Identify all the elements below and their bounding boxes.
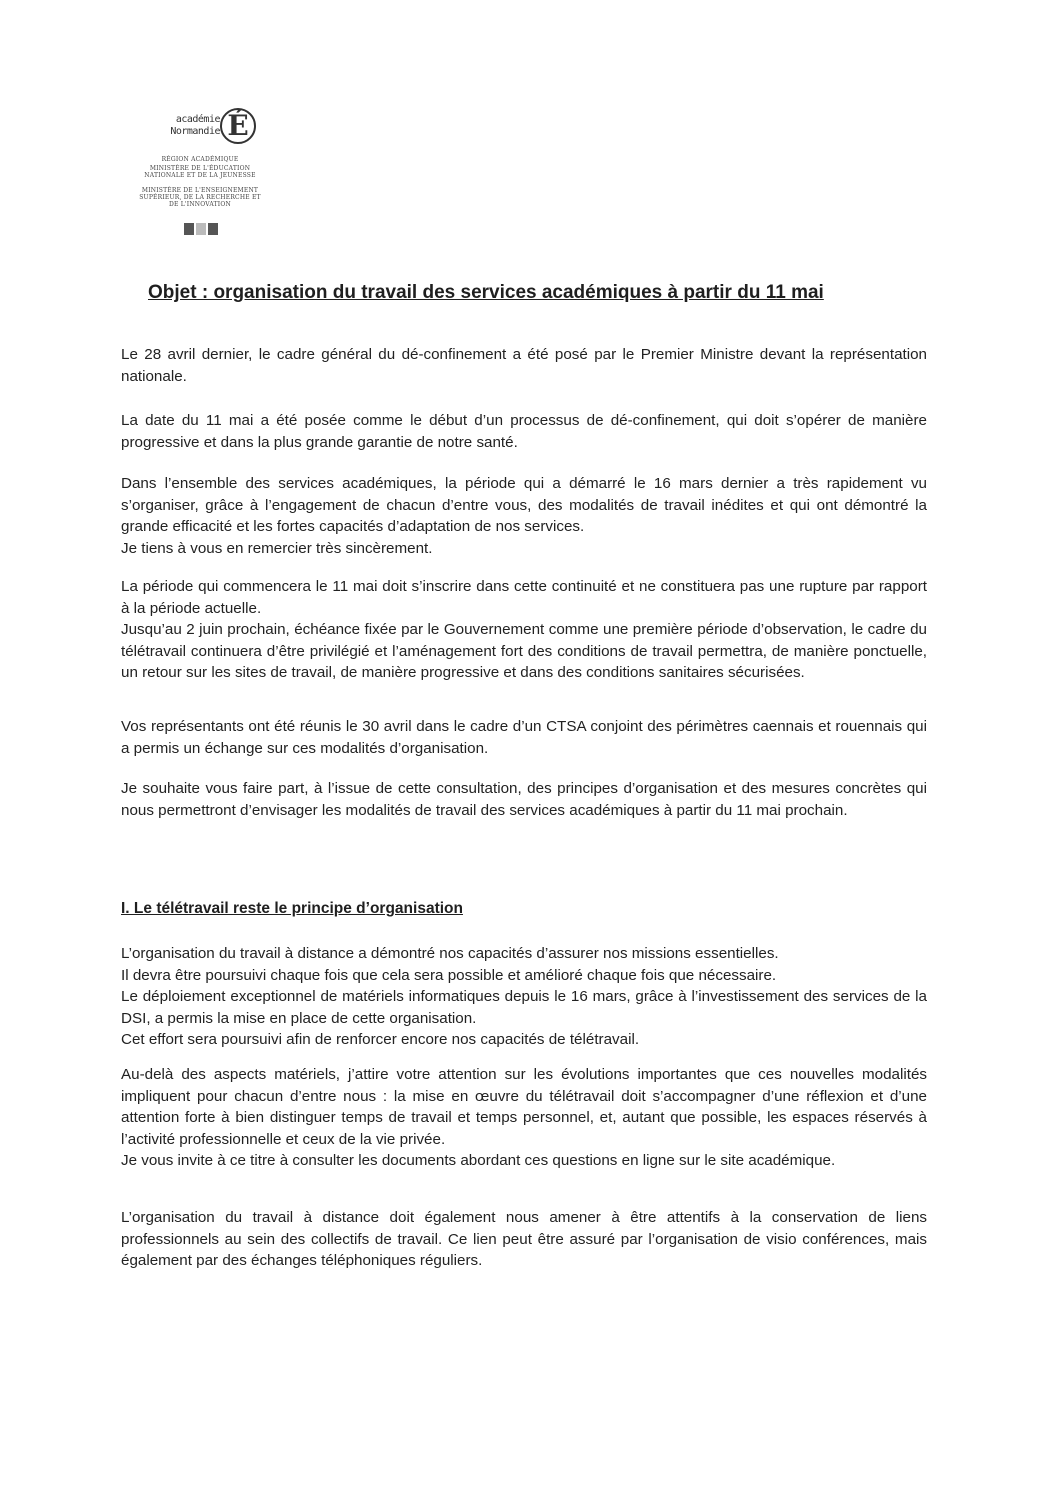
section-1-heading: I. Le télétravail reste le principe d’organisation (121, 900, 463, 917)
logo-ministry-higher-education: MINISTÈRE DE L'ENSEIGNEMENT SUPÉRIEUR, DE LA RECHERCHE ET DE L'INNOVATION (139, 187, 261, 208)
intro-paragraph-2: La date du 11 mai a été posée comme le début d’un processus de dé-confinement, qui doit s’opérer de manière progressive et dans la plus grande garantie de notre santé. (121, 412, 927, 451)
intro-paragraph-4: La période qui commencera le 11 mai doit s’inscrire dans cette continuité et ne constituera pas une rupture par rapport à la période actuelle. Jusqu’au 2 juin prochain, échéance fixée par le Gouvernement comme une première période d’observation, le cadre du télétravail continuera d’être privilégié et l’aménagement fort des conditions de travail permettra, de manière ponctuelle, un retour sur les sites de travail, de manière progressive et dans des conditions sanitaires sécurisées. (121, 578, 927, 681)
logo-e-emblem: É (220, 108, 256, 144)
section-1-paragraph-3: L’organisation du travail à distance doit également nous amener à être attentifs à la conservation de liens professionnels au sein des collectifs de travail. Ce lien peut être assuré par l’organisation de visio conférences, mais également par des échanges téléphoniques réguliers. (121, 1209, 927, 1269)
marianne-flag-icon (184, 223, 218, 235)
intro-paragraph-3: Dans l’ensemble des services académiques, la période qui a démarré le 16 mars dernier a très rapidement vu s’organiser, grâce à l’engagement de chacun d’entre vous, des modalités de travail inédites et qui ont démontré la grande efficacité et les fortes capacités d’adaptation de nos services. Je tiens à vous en remercier très sincèrement. (121, 475, 927, 557)
intro-paragraph-5: Vos représentants ont été réunis le 30 avril dans le cadre d’un CTSA conjoint des périmètres caennais et rouennais qui a permis un échange sur ces modalités d’organisation. (121, 718, 927, 757)
logo-wordmark-line2: Normandie (170, 126, 220, 137)
logo-wordmark-line1: académie (175, 114, 220, 125)
intro-paragraph-1: Le 28 avril dernier, le cadre général du dé-confinement a été posé par le Premier Ministre devant la représentation nationale. (121, 346, 927, 385)
logo-region-label: RÉGION ACADÉMIQUE (161, 156, 239, 163)
section-1-paragraph-1: L’organisation du travail à distance a démontré nos capacités d’assurer nos missions essentielles. Il devra être poursuivi chaque fois que cela sera possible et amélioré chaque fois que nécessaire. Le déploiement exceptionnel de matériels informatiques depuis le 16 mars, grâce à l’investissement des services de la DSI, a permis la mise en place de cette organisation. Cet effort sera poursuivi afin de renforcer encore nos capacités de télétravail. (121, 945, 927, 1048)
intro-paragraph-6: Je souhaite vous faire part, à l’issue de cette consultation, des principes d’organisation et des mesures concrètes qui nous permettront d’envisager les modalités de travail des services académiques à partir du 11 mai prochain. (121, 780, 927, 819)
logo-brand (168, 102, 256, 154)
document-title: Objet : organisation du travail des services académiques à partir du 11 mai (148, 282, 824, 303)
section-1-paragraph-2: Au-delà des aspects matériels, j’attire votre attention sur les évolutions importantes que ces nouvelles modalités impliquent pour chacun d’entre nous : la mise en œuvre du télétravail doit s’accompagner d’une réflexion et d’une attention forte à bien distinguer temps de travail et temps personnel, et, autant que possible, les espaces réservés à l’activité professionnelle et ceux de la vie privée. Je vous invite à ce titre à consulter les documents abordant ces questions en ligne sur le site académique. (121, 1066, 927, 1169)
academie-normandie-logo (138, 96, 262, 246)
logo-ministry-education: MINISTÈRE DE L'ÉDUCATION NATIONALE ET DE LA JEUNESSE (144, 165, 256, 179)
logo-wordmark (168, 114, 220, 138)
